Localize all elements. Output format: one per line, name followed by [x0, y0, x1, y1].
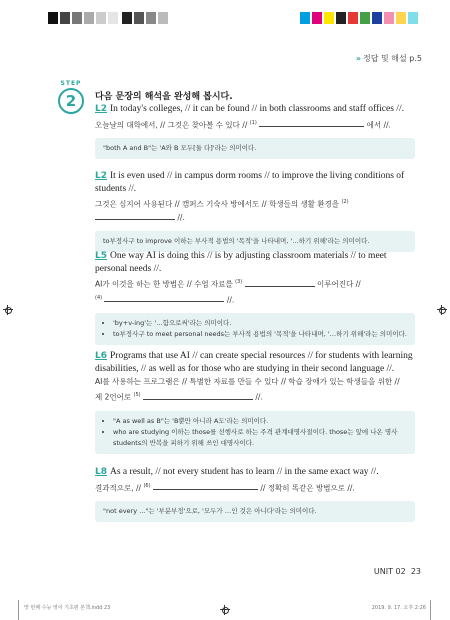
answer-blank[interactable]: [259, 118, 364, 127]
english-sentence: As a result, // not every student has to learn // in the same exact way //.: [110, 467, 379, 477]
korean-translation: AI를 사용하는 프로그램은 // 특별한 자료를 만들 수 있다 // 학습 장애가 있는 학생들을 위한 //: [95, 377, 400, 386]
line-number: L8: [95, 467, 107, 477]
sentence-item: L6 Programs that use AI // can create special resources // for students with learning disabilities, // as well as for those who are studying in their second language //. AI를 사용하는 프로그램은 // 특별한 자료를 만들 수 있다 // 학습 장애가 있는 학생들을 위한 // 제 2언어로 $^{(5)}$ //. • "A as well as B"는 'B뿐만 아니라 A도'라는 의미이다. • who are studying 이하는 those를 선행사로 하는 주격 관계대명사절이다. those는 앞에 나온 명사 students의 반복을 피하기 위해 쓰인 대명사이다.: [95, 350, 415, 454]
korean-translation: 오늘날의 대학에서, // 그것은 찾아볼 수 있다 //: [95, 120, 250, 129]
english-sentence: In today's colleges, // it can be found // in both classrooms and staff offices //.: [110, 104, 404, 114]
print-date: 2019. 9. 17. 오후 2:26: [371, 605, 426, 611]
crop-mark: [430, 600, 431, 620]
instruction-text: 다음 문장의 해석을 완성해 봅시다.: [95, 92, 233, 102]
page-number: 23: [410, 567, 421, 576]
registration-mark-bottom: [220, 605, 230, 615]
answer-blank[interactable]: [245, 278, 315, 287]
registration-mark-right: [437, 305, 447, 315]
answer-blank[interactable]: [143, 391, 253, 400]
print-filename: 맛 번째 수능 영어 기초편 본책.indd 23: [24, 605, 111, 611]
line-number: L6: [95, 351, 107, 361]
line-number: L5: [95, 251, 107, 261]
crop-mark: [18, 600, 19, 620]
korean-translation: 그것은 심지어 사용된다 // 캠퍼스 기숙사 방에서도 // 학생들의 생활 환경을: [95, 199, 342, 209]
step-number: 2: [58, 88, 84, 114]
sentence-item: L8 As a result, // not every student has to learn // in the same exact way //. 결과적으로, // $^{(6)}$ // 정확히 똑같은 방법으로 //. "not every ..."는 '부분부정'으로, '모두가 …인 것은 아니다'라는 의미이다.: [95, 466, 415, 522]
blank-number: (2): [341, 199, 349, 205]
blank-number: (3): [235, 279, 243, 285]
line-number: L2: [95, 171, 107, 181]
answer-blank[interactable]: [104, 293, 224, 302]
grammar-note: to부정사구 to improve 이하는 부사적 용법의 '목적'을 나타내며, '…하기 위해'라는 의미이다.: [95, 231, 415, 252]
english-sentence: It is even used // in campus dorm rooms // to improve the living conditions of students //.: [95, 171, 405, 194]
sentence-item: L5 One way AI is doing this // is by adjusting classroom materials // to meet personal needs //. AI가 이것을 하는 한 방법은 // 수업 자료를 $^{(3)}$ 이루어진다 // $^{(4)}$ //. • 'by+v-ing'는 '…함으로써'라는 의미이다. • to부정사구 to meet personal needs는 부사적 용법의 '목적'을 나타내며, '…하기 위해'라는 의미이다.: [95, 250, 415, 345]
page-footer: [374, 567, 421, 576]
printer-color-bar: [0, 12, 450, 24]
unit-label: UNIT 02: [373, 567, 406, 576]
sentence-item: L2 It is even used // in campus dorm rooms // to improve the living conditions of students //. 그것은 심지어 사용된다 // 캠퍼스 기숙사 방에서도 // 학생들의 생활 환경을 $^{(2)}$ //. to부정사구 to improve 이하는 부사적 용법의 '목적'을 나타내며, '…하기 위해'라는 의미이다.: [95, 170, 415, 252]
grammar-note: • "A as well as B"는 'B뿐만 아니라 A도'라는 의미이다. • who are studying 이하는 those를 선행사로 하는 주격 관계대명사절이다. those는 앞에 나온 명사 students의 반복을 피하기 위해 쓰인 대명사이다.: [95, 411, 415, 454]
answer-blank[interactable]: [95, 211, 175, 220]
korean-translation: 결과적으로, //: [95, 483, 144, 492]
grammar-note: "not every ..."는 '부분부정'으로, '모두가 …인 것은 아니다'라는 의미이다.: [95, 501, 415, 522]
step-badge: [56, 80, 86, 114]
blank-number: (5): [133, 392, 141, 398]
blank-number: (6): [143, 482, 151, 489]
answer-blank[interactable]: [153, 481, 258, 490]
answer-reference: » 정답 및 해설 p.5: [355, 54, 422, 63]
grammar-note: "both A and B"는 'A와 B 모두[둘 다]'라는 의미이다.: [95, 138, 415, 159]
line-number: L2: [95, 104, 107, 114]
sentence-item: L2 In today's colleges, // it can be found // in both classrooms and staff offices //. 오늘날의 대학에서, // 그것은 찾아볼 수 있다 // $^{(1)}$ 에서 //. "both A and B"는 'A와 B 모두[둘 다]'라는 의미이다.: [95, 103, 415, 159]
double-chevron-icon: »: [355, 54, 362, 63]
english-sentence: Programs that use AI // can create special resources // for students with learning disabilities, // as well as for those who are studying in their second language //.: [95, 351, 413, 374]
grammar-note: • 'by+v-ing'는 '…함으로써'라는 의미이다. • to부정사구 to meet personal needs는 부사적 용법의 '목적'을 나타내며, '…하기 위해'라는 의미이다.: [95, 313, 415, 345]
step-label: STEP: [60, 80, 82, 87]
registration-mark-left: [3, 305, 13, 315]
english-sentence: One way AI is doing this // is by adjusting classroom materials // to meet personal needs //.: [95, 251, 387, 274]
korean-translation: AI가 이것을 하는 한 방법은 // 수업 자료를: [95, 279, 236, 289]
blank-number: (1): [249, 119, 257, 126]
blank-number: (4): [95, 294, 103, 301]
